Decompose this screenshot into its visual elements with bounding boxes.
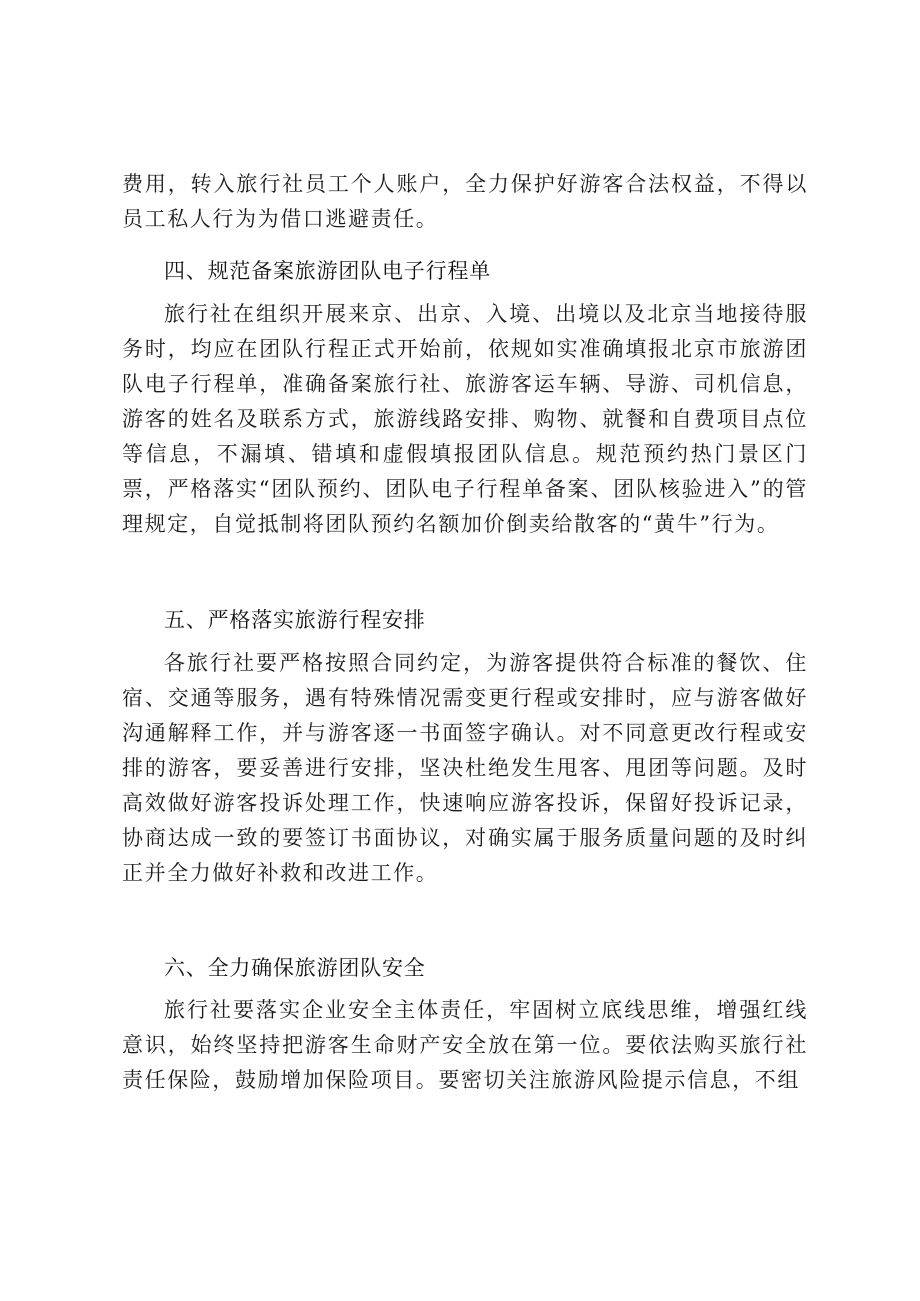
section-body-6: 旅行社要落实企业安全主体责任，牢固树立底线思维，增强红线意识，始终坚持把游客生命财产安全放在第一位。要依法购买旅行社责任保险，鼓励增加保险项目。要密切关注旅游风险提示信息，不组: [122, 998, 808, 1092]
section-heading-5: 五、严格落实旅游行程安排: [164, 608, 426, 632]
section-body-5: 各旅行社要严格按照合同约定，为游客提供符合标准的餐饮、住宿、交通等服务，遇有特殊情况需变更行程或安排时，应与游客做好沟通解释工作，并与游客逐一书面签字确认。对不同意更改行程或安排的游客，要妥善进行安排，坚决杜绝发生甩客、甩团等问题。及时高效做好游客投诉处理工作，快速响应游客投诉，保留好投诉记录，协商达成一致的要签订书面协议，对确实属于服务质量问题的及时纠正并全力做好补救和改进工作。: [122, 651, 808, 885]
section-heading-4: 四、规范备案旅游团队电子行程单: [164, 259, 491, 283]
continuation-paragraph: 费用，转入旅行社员工个人账户，全力保护好游客合法权益，不得以员工私人行为为借口逃避责任。: [122, 172, 808, 231]
section-body-4: 旅行社在组织开展来京、出京、入境、出境以及北京当地接待服务时，均应在团队行程正式开始前，依规如实准确填报北京市旅游团队电子行程单，准确备案旅行社、旅游客运车辆、导游、司机信息，游客的姓名及联系方式，旅游线路安排、购物、就餐和自费项目点位等信息，不漏填、错填和虚假填报团队信息。规范预约热门景区门票，严格落实“团队预约、团队电子行程单备案、团队核验进入”的管理规定，自觉抵制将团队预约名额加价倒卖给散客的“黄牛”行为。: [122, 302, 808, 536]
section-heading-6: 六、全力确保旅游团队安全: [164, 956, 426, 980]
